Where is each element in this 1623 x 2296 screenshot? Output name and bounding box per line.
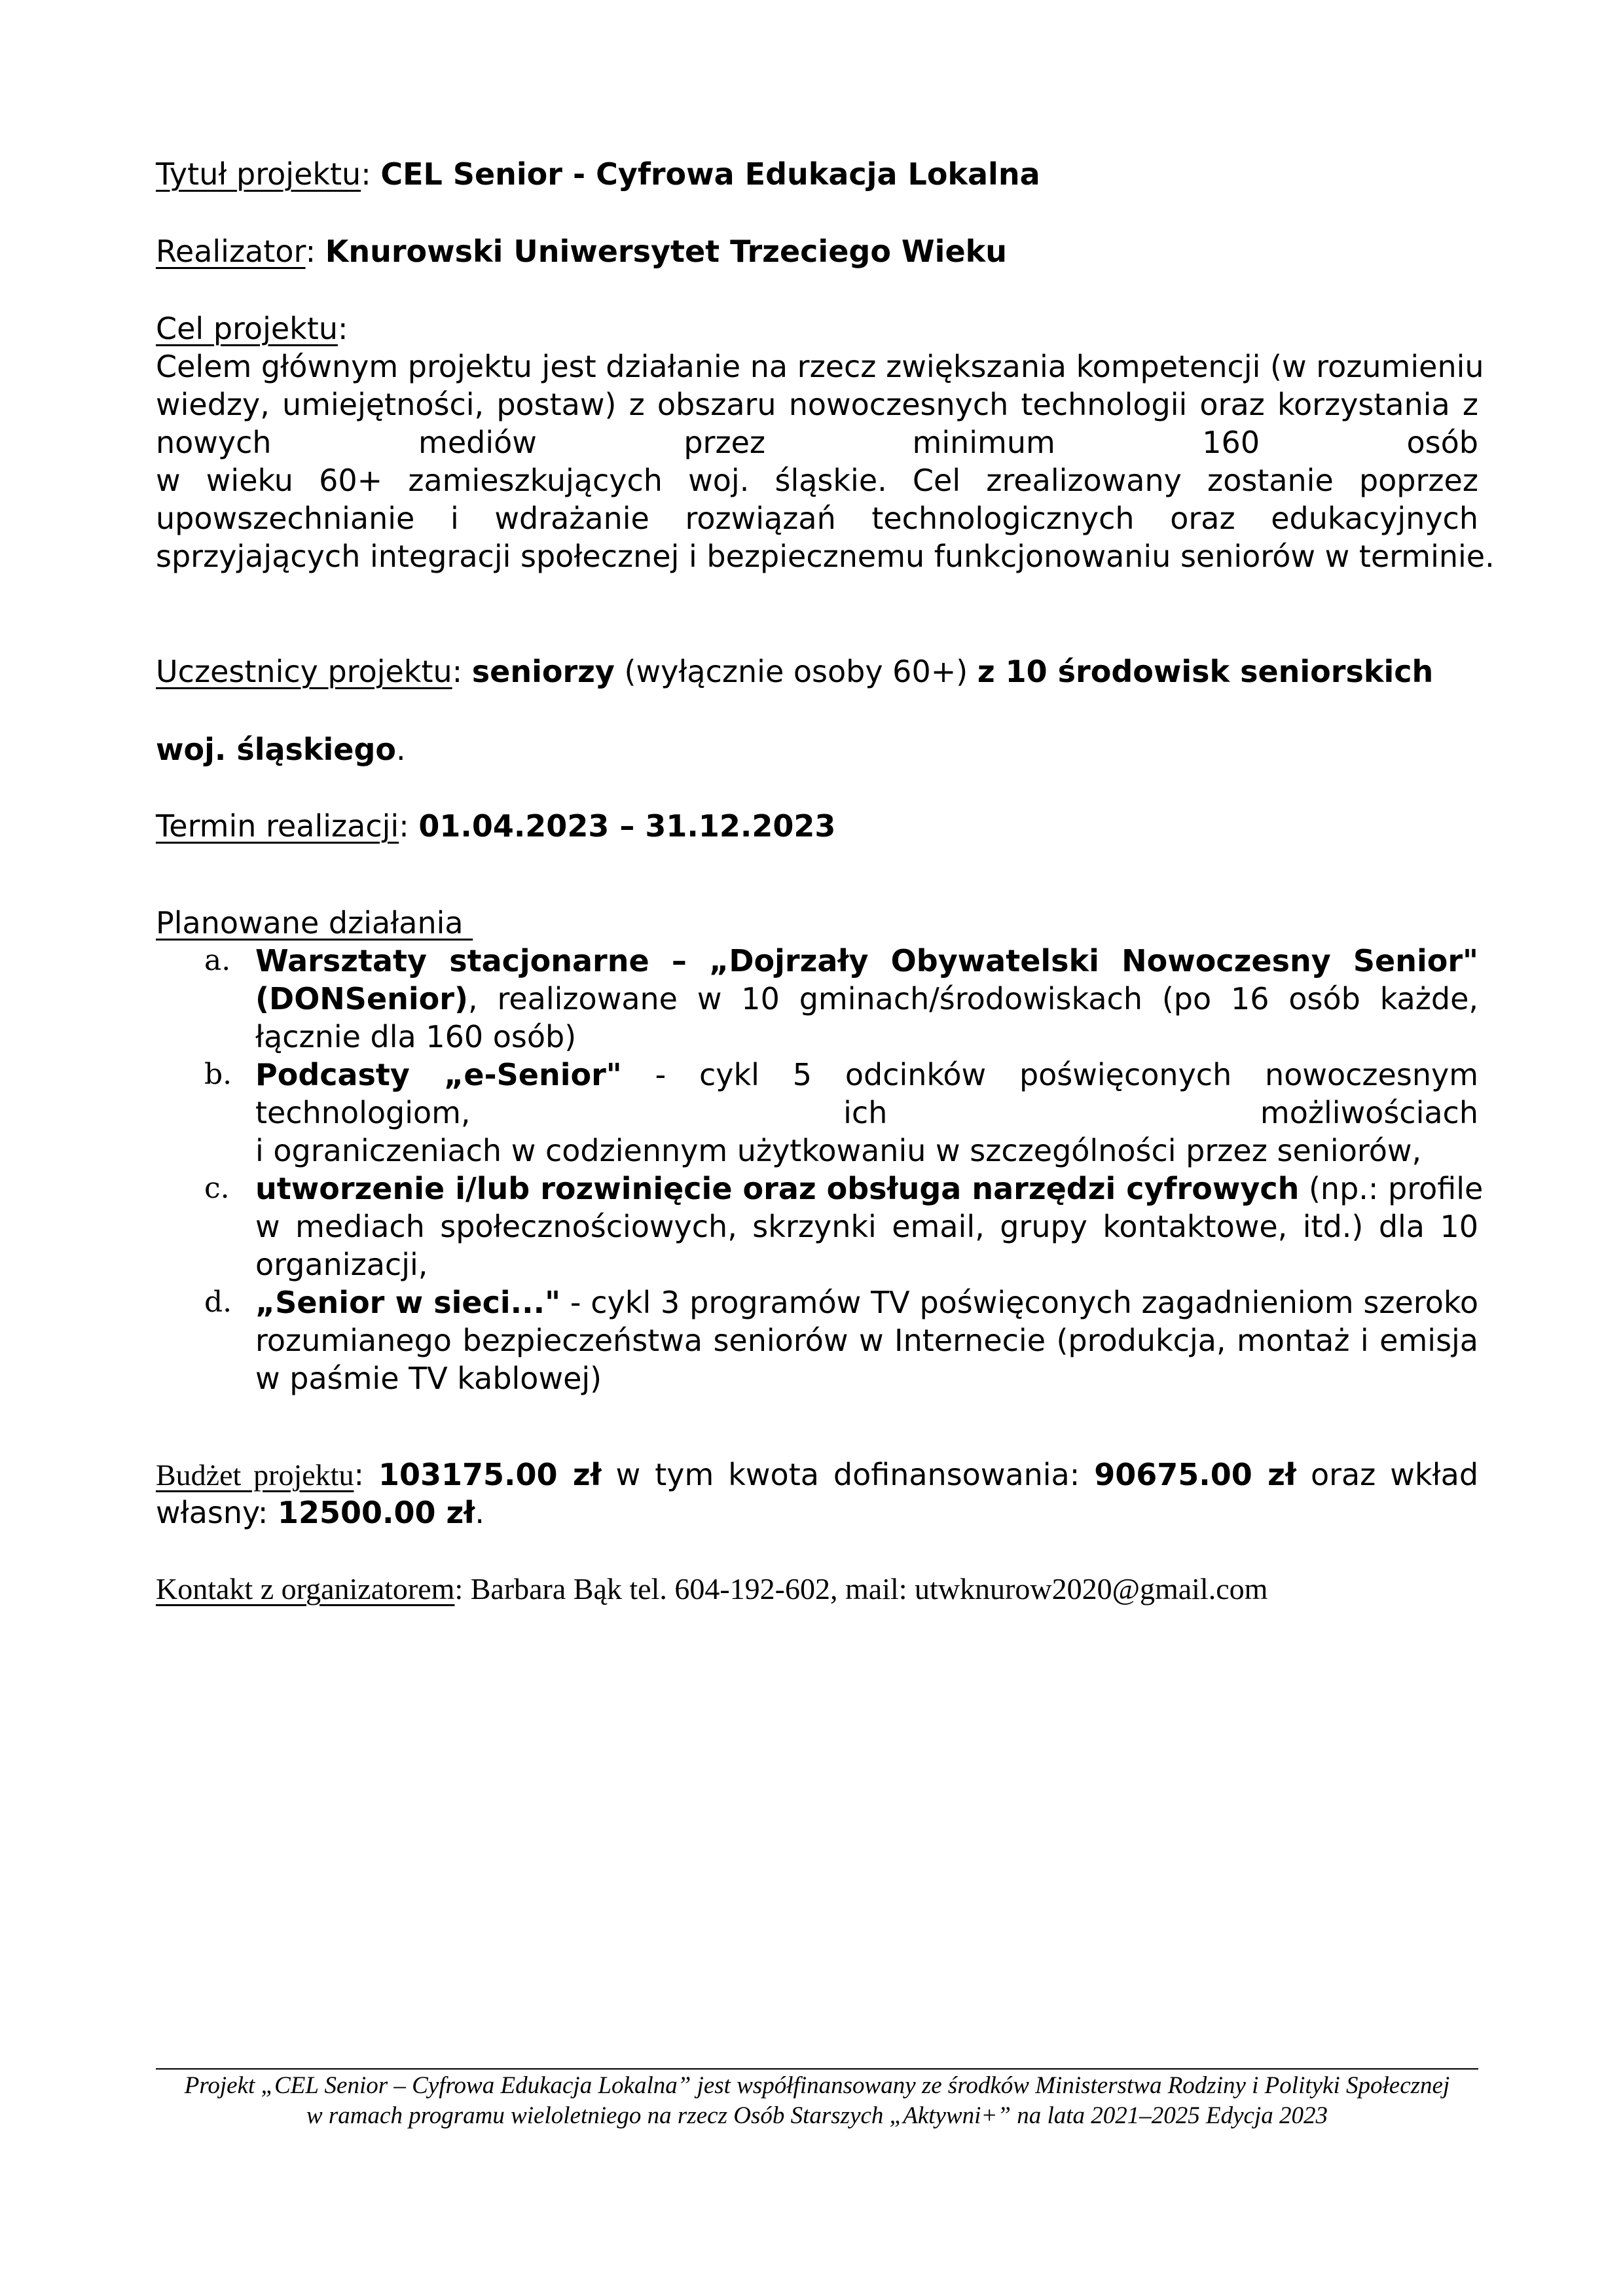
- budget-grant: 90675.00 zł: [1094, 1457, 1296, 1492]
- list-marker-b: b.: [204, 1058, 232, 1091]
- action-d-bold: „Senior w sieci...": [255, 1285, 561, 1320]
- list-marker-d: d.: [204, 1285, 232, 1319]
- colon: :: [305, 234, 325, 269]
- budget-text-3: własny:: [156, 1495, 278, 1530]
- action-c-line-3: organizacji,: [255, 1247, 428, 1282]
- budget-text-2: oraz wkład: [1296, 1457, 1479, 1492]
- participants-bold-1: seniorzy: [471, 654, 615, 689]
- participants-bold-3: woj. śląskiego: [156, 732, 397, 767]
- contact-value: Barbara Bąk tel. 604-192-602, mail: utwknurow2020@gmail.com: [470, 1572, 1268, 1605]
- goal-line-3: nowych mediów przez minimum 160 osób: [156, 425, 1478, 460]
- participants-end: .: [396, 732, 406, 767]
- action-b-line-1: [255, 1056, 1478, 1094]
- actions-label: Planowane działania: [156, 905, 464, 941]
- participants-bold-2: z 10 środowisk seniorskich: [977, 654, 1434, 689]
- goal-line-5: upowszechnianie i wdrażanie rozwiązań technologicznych oraz edukacyjnych: [156, 501, 1478, 536]
- budget-line-1: [156, 1456, 1478, 1494]
- colon: :: [399, 808, 419, 844]
- participants-normal: (wyłącznie osoby 60+): [614, 654, 977, 689]
- contact-row: [156, 1570, 1478, 1608]
- budget-label: Budżet projektu: [156, 1458, 354, 1492]
- action-a-rest: , realizowane w 10 gminach/środowiskach (po 16 osób każde,: [467, 981, 1478, 1016]
- goal-line-2: wiedzy, umiejętności, postaw) z obszaru nowoczesnych technologii oraz korzystania z: [156, 387, 1478, 422]
- realizator-row: [156, 232, 1478, 270]
- action-d-line-1: [255, 1283, 1478, 1321]
- footer-divider: [156, 2068, 1478, 2070]
- colon: :: [361, 156, 381, 192]
- action-c-line-1: [255, 1170, 1484, 1208]
- term-value: 01.04.2023 – 31.12.2023: [418, 808, 836, 844]
- action-c-line-2: w mediach społecznościowych, skrzynki email, grupy kontaktowe, itd.) dla 10: [255, 1209, 1478, 1244]
- action-b-bold: Podcasty „e-Senior": [255, 1057, 622, 1092]
- action-a-bold-2: (DONSenior): [255, 981, 468, 1016]
- realizator-value: Knurowski Uniwersytet Trzeciego Wieku: [325, 234, 1007, 269]
- action-d-rest: - cykl 3 programów TV poświęconych zagadnieniom szeroko: [560, 1285, 1478, 1320]
- action-d-line-3: w paśmie TV kablowej): [255, 1361, 602, 1396]
- action-c-rest: (np.: profile: [1299, 1171, 1484, 1206]
- list-marker-a: a.: [204, 944, 231, 977]
- budget-amount: 103175.00 zł: [378, 1457, 602, 1492]
- colon: :: [454, 1572, 471, 1605]
- footer-line-2: w ramach programu wieloletniego na rzecz Osób Starszych „Aktywni+” na lata 2021–2025 Edycja 2023: [306, 2102, 1328, 2129]
- colon: :: [452, 654, 472, 689]
- goal-heading: [156, 310, 1478, 348]
- action-d-line-2: rozumianego bezpieczeństwa seniorów w Internecie (produkcja, montaż i emisja: [255, 1323, 1478, 1358]
- goal-label: Cel projektu: [156, 311, 338, 346]
- budget-text-1: w tym kwota dofinansowania:: [601, 1457, 1095, 1492]
- participants-row-2: [156, 730, 1478, 768]
- realizator-label: Realizator: [156, 234, 306, 269]
- action-b-rest: - cykl 5 odcinków poświęconych nowoczesnym: [621, 1057, 1479, 1092]
- list-marker-c: c.: [204, 1172, 230, 1205]
- action-b-line-2: technologiom, ich możliwościach: [255, 1095, 1478, 1130]
- term-label: Termin realizacji: [156, 808, 399, 844]
- action-a-bold: Warsztaty stacjonarne – „Dojrzały Obywatelski Nowoczesny Senior": [255, 943, 1478, 978]
- budget-own: 12500.00 zł: [278, 1495, 475, 1530]
- footer-line-1: Projekt „CEL Senior – Cyfrowa Edukacja Lokalna” jest współfinansowany ze środków Ministerstwa Rodziny i Polityki Społecznej: [184, 2072, 1450, 2099]
- goal-line-6: sprzyjających integracji społecznej i bezpiecznemu funkcjonowaniu seniorów w terminie.: [156, 539, 1495, 574]
- action-c-bold: utworzenie i/lub rozwinięcie oraz obsługa narzędzi cyfrowych: [255, 1171, 1300, 1206]
- budget-line-2: [156, 1494, 1478, 1532]
- actions-heading: [156, 904, 1478, 942]
- project-title-row: [156, 155, 1478, 193]
- action-a-line-2: [255, 980, 1478, 1018]
- project-title-label: Tytuł projektu: [156, 156, 361, 192]
- colon: :: [337, 311, 348, 346]
- colon: :: [354, 1457, 378, 1492]
- goal-line-1: Celem głównym projektu jest działanie na rzecz zwiększania kompetencji (w rozumieniu: [156, 349, 1484, 384]
- term-row: [156, 807, 1478, 845]
- contact-label: Kontakt z organizatorem: [156, 1572, 455, 1605]
- action-b-line-3: i ograniczeniach w codziennym użytkowaniu w szczególności przez seniorów,: [255, 1133, 1422, 1168]
- action-a-line-3: łącznie dla 160 osób): [255, 1019, 577, 1054]
- action-a-line-1: [255, 942, 1478, 980]
- budget-end: .: [475, 1495, 485, 1530]
- participants-row: [156, 653, 1478, 691]
- participants-label: Uczestnicy projektu: [156, 654, 452, 689]
- project-title-value: CEL Senior - Cyfrowa Edukacja Lokalna: [380, 156, 1040, 192]
- goal-line-4: w wieku 60+ zamieszkujących woj. śląskie. Cel zrealizowany zostanie poprzez: [156, 463, 1478, 498]
